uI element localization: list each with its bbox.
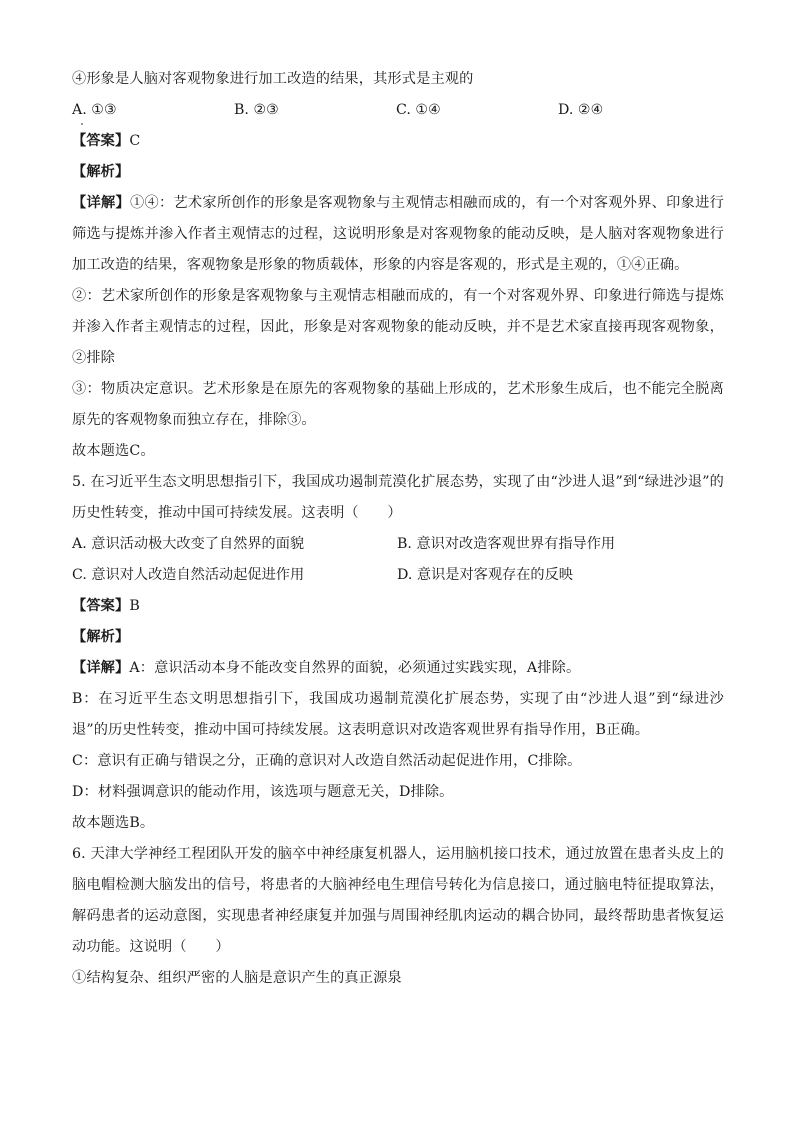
q4-conclusion: 故本题选C。 (72, 443, 155, 459)
q4-options (72, 95, 724, 126)
q5-detail-c: C：意识有正确与错误之分，正确的意识对人改造自然活动起促进作用，C排除。 (72, 753, 582, 769)
q5-answer (72, 591, 724, 622)
analysis-tag: 【解析】 (72, 164, 130, 180)
q5-detail-b: B：在习近平生态文明思想指引下，我国成功遏制荒漠化扩展态势，实现了由“沙进人退”到“绿进沙退”的历史性转变，推动中国可持续发展。这表明意识对改造客观世界有指导作用，B正确。 (72, 691, 724, 738)
q4-option-b: B. ②③ (234, 102, 279, 118)
q4-option-item-4: ④形象是人脑对客观物象进行加工改造的结果，其形式是主观的 (72, 71, 474, 87)
detail-tag: 【详解】 (72, 195, 130, 211)
answer-tag: 【答案】 (72, 133, 130, 149)
q5-options-row-2 (72, 560, 724, 591)
q5-analysis-heading (72, 622, 724, 653)
q5-option-a: A. 意识活动极大改变了自然界的面貌 (72, 536, 305, 552)
detail-text: ①④：艺术家所创作的形象是客观物象与主观情志相融而成的，有一个对客观外界、印象进行筛选与提炼并渗入作者主观情志的过程，这说明形象是对客观物象的能动反映，是人脑对客观物象进行加工改造的结果，客观物象是形象的物质载体，形象的内容是客观的，形式是主观的，①④正确。 (72, 195, 724, 273)
q6-stem: 6. 天津大学神经工程团队开发的脑卒中神经康复机器人，运用脑机接口技术，通过放置在患者头皮上的脑电帽检测大脑发出的信号，将患者的大脑神经电生理信号转化为信息接口，通过脑电特征提取算法，解码患者的运动意图，实现患者神经康复并加强与周围神经肌肉运动的耦合协同，最终帮助患者恢复运动功能。这说明（ ） (72, 846, 724, 955)
q5-options-row-1 (72, 529, 724, 560)
q4-option-c: C. ①④ (396, 102, 441, 118)
q5-conclusion: 故本题选B。 (72, 815, 155, 831)
q4-option-d: D. ②④ (558, 102, 604, 118)
q4-detail-paragraph-1 (72, 188, 724, 281)
q5-stem: 5. 在习近平生态文明思想指引下，我国成功遏制荒漠化扩展态势，实现了由“沙进人退”到“绿进沙退”的历史性转变，推动中国可持续发展。这表明（ ） (72, 474, 724, 521)
document-page (72, 64, 724, 994)
analysis-tag: 【解析】 (72, 629, 130, 645)
q4-detail-paragraph-2: ②：艺术家所创作的形象是客观物象与主观情志相融而成的，有一个对客观外界、印象进行筛选与提炼并渗入作者主观情志的过程，因此，形象是对客观物象的能动反映，并不是艺术家直接再现客观物象，②排除 (72, 288, 724, 366)
q5-detail-d: D：材料强调意识的能动作用，该选项与题意无关，D排除。 (72, 784, 454, 800)
q4-option-a: A. ①③ (72, 102, 117, 118)
answer-value: C (129, 133, 141, 149)
q5-detail-a (72, 653, 724, 684)
q4-detail-paragraph-3: ③：物质决定意识。艺术形象是在原先的客观物象的基础上形成的，艺术形象生成后，也不能完全脱离原先的客观物象而独立存在，排除③。 (72, 381, 724, 428)
q6-option-item-1: ①结构复杂、组织严密的人脑是意识产生的真正源泉 (72, 970, 402, 986)
q5-option-b: B. 意识对改造客观世界有指导作用 (397, 536, 616, 552)
stray-mark (81, 123, 83, 125)
detail-text: A：意识活动本身不能改变自然界的面貌，必须通过实践实现，A排除。 (129, 660, 581, 676)
q4-answer (72, 126, 724, 157)
q5-option-d: D. 意识是对客观存在的反映 (397, 567, 573, 583)
q5-option-c: C. 意识对人改造自然活动起促进作用 (72, 567, 305, 583)
answer-tag: 【答案】 (72, 598, 130, 614)
detail-tag: 【详解】 (72, 660, 130, 676)
answer-value: B (129, 598, 140, 614)
q4-analysis-heading (72, 157, 724, 188)
